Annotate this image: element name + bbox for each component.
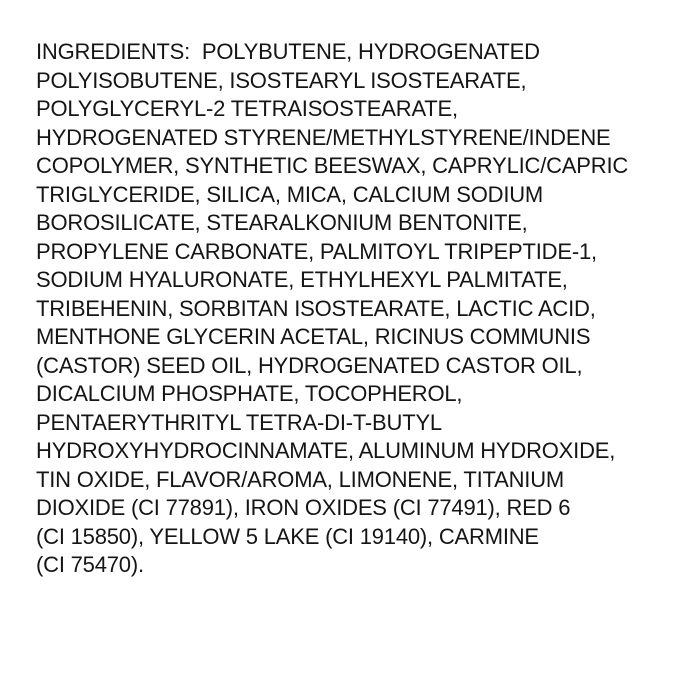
ingredients-line: INGREDIENTS: POLYBUTENE, HYDROGENATED (36, 39, 540, 64)
ingredients-line: POLYGLYCERYL-2 TETRAISOSTEARATE, (36, 96, 458, 121)
ingredients-line: MENTHONE GLYCERIN ACETAL, RICINUS COMMUNIS (36, 324, 591, 349)
ingredients-line: POLYISOBUTENE, ISOSTEARYL ISOSTEARATE, (36, 67, 527, 93)
ingredients-line: DIOXIDE (CI 77891), IRON OXIDES (CI 77491), RED 6 (36, 495, 571, 520)
ingredients-line: BOROSILICATE, STEARALKONIUM BENTONITE, (36, 210, 528, 235)
ingredients-line: COPOLYMER, SYNTHETIC BEESWAX, CAPRYLIC/CAPRIC (36, 153, 629, 178)
ingredients-line: HYDROXYHYDROCINNAMATE, ALUMINUM HYDROXIDE, (36, 438, 616, 463)
ingredients-line: (CI 15850), YELLOW 5 LAKE (CI 19140), CARMINE (36, 523, 539, 549)
ingredients-line: PENTAERYTHRITYL TETRA-DI-T-BUTYL (36, 409, 442, 435)
ingredients-line: TRIBEHENIN, SORBITAN ISOSTEARATE, LACTIC ACID, (36, 295, 596, 321)
ingredients-line: HYDROGENATED STYRENE/METHYLSTYRENE/INDENE (36, 124, 611, 150)
ingredients-line: PROPYLENE CARBONATE, PALMITOYL TRIPEPTIDE-1, (36, 238, 597, 264)
ingredients-line: TRIGLYCERIDE, SILICA, MICA, CALCIUM SODIUM (36, 181, 544, 207)
ingredients-line: (CASTOR) SEED OIL, HYDROGENATED CASTOR OIL, (36, 352, 583, 378)
ingredients-line: DICALCIUM PHOSPHATE, TOCOPHEROL, (36, 381, 463, 406)
ingredients-line: TIN OXIDE, FLAVOR/AROMA, LIMONENE, TITANIUM (36, 466, 565, 492)
ingredients-line: SODIUM HYALURONATE, ETHYLHEXYL PALMITATE, (36, 267, 568, 292)
ingredients-line: (CI 75470). (36, 552, 144, 577)
ingredients-text-block (36, 38, 651, 580)
